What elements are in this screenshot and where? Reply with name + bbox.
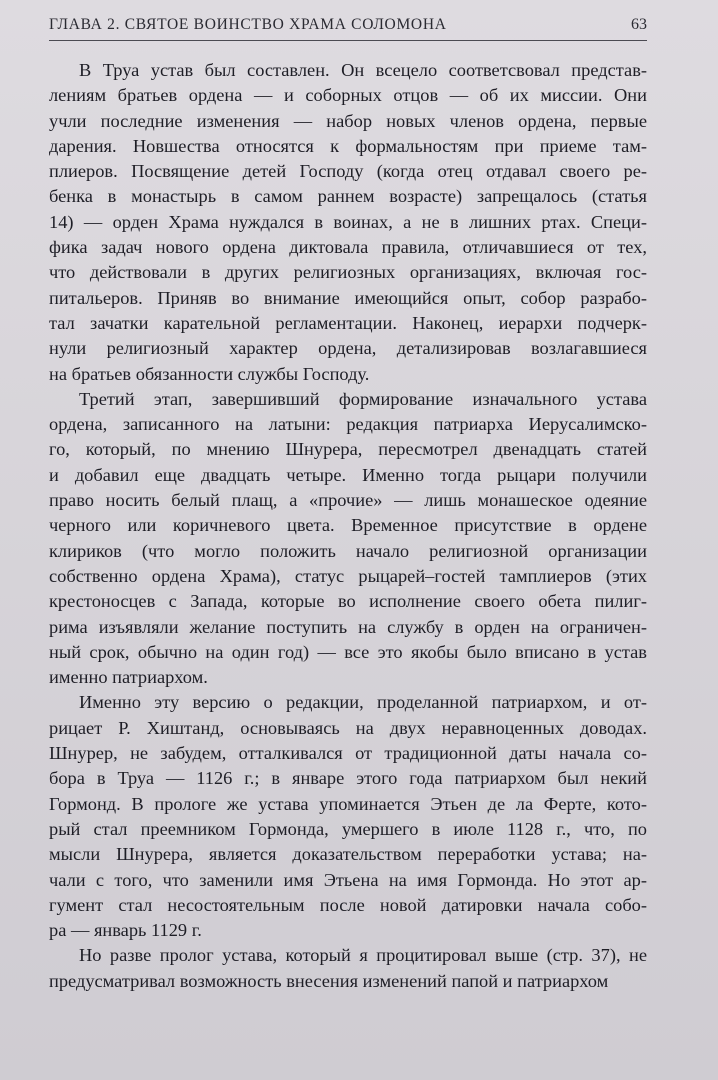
text-line: Гормонд. В прологе же устава упоминается Этьен де ла Ферте, кото- bbox=[49, 793, 647, 814]
text-line: Шнурер, не забудем, отталкивался от традиционной даты начала со- bbox=[49, 743, 647, 764]
body-text bbox=[49, 58, 647, 994]
text-line: предусматривал возможность внесения изменений папой и патриархом bbox=[49, 970, 609, 991]
running-header bbox=[49, 10, 647, 41]
text-line: черного или коричневого цвета. Временное присутствие в ордене bbox=[49, 515, 647, 536]
text-line: гумент стал несостоятельным после новой датировки начала собо- bbox=[49, 894, 647, 915]
text-line: дарения. Новшества относятся к формальностям при приеме там- bbox=[49, 135, 647, 156]
text-line: 14) — орден Храма нуждался в воинах, а не в лишних ртах. Специ- bbox=[49, 211, 647, 232]
text-line: рима изъявляли желание поступить на службу в орден на ограничен- bbox=[49, 616, 647, 637]
text-line: ра — январь 1129 г. bbox=[49, 920, 202, 941]
text-line: рицает Р. Хиштанд, основываясь на двух неравноценных доводах. bbox=[49, 717, 647, 738]
text-line: Именно эту версию о редакции, проделанной патриархом, и от- bbox=[79, 692, 647, 713]
text-line: Третий этап, завершивший формирование изначального устава bbox=[79, 388, 647, 409]
paragraph bbox=[49, 58, 647, 387]
text-line: на братьев обязанности службы Господу. bbox=[49, 363, 370, 384]
text-line: именно патриархом. bbox=[49, 667, 208, 688]
text-line: крестоносцев с Запада, которые во исполнение своего обета пилиг- bbox=[49, 591, 647, 612]
text-line: го, который, по мнению Шнурера, пересмотрел двенадцать статей bbox=[49, 439, 647, 460]
text-line: бенка в монастырь в самом раннем возрасте) запрещалось (статья bbox=[49, 186, 647, 207]
text-line: право носить белый плащ, а «прочие» — лишь монашеское одеяние bbox=[49, 490, 647, 511]
paragraph bbox=[49, 690, 647, 943]
text-line: ордена, записанного на латыни: редакция патриарха Иерусалимско- bbox=[49, 414, 647, 435]
text-line: учли последние изменения — набор новых членов ордена, первые bbox=[49, 110, 647, 131]
text-line: лениям братьев ордена — и соборных отцов — об их миссии. Они bbox=[49, 85, 647, 106]
text-line: собственно ордена Храма), статус рыцарей–гостей тамплиеров (этих bbox=[49, 565, 647, 586]
text-line: мысли Шнурера, является доказательством переработки устава; на- bbox=[49, 844, 647, 865]
text-line: бора в Труа — 1126 г.; в январе этого года патриархом был некий bbox=[49, 768, 647, 789]
paragraph bbox=[49, 943, 647, 994]
text-line: плиеров. Посвящение детей Господу (когда отец отдавал своего ре- bbox=[49, 161, 647, 182]
text-line: тал зачатки карательной регламентации. Наконец, иерархи подчерк- bbox=[49, 312, 647, 333]
page-number: 63 bbox=[631, 16, 647, 33]
text-line: чали с того, что заменили имя Этьена на имя Гормонда. Но этот ар- bbox=[49, 869, 647, 890]
paragraph bbox=[49, 387, 647, 691]
text-line: Но разве пролог устава, который я процитировал выше (стр. 37), не bbox=[79, 945, 647, 966]
text-line: клириков (что могло положить начало религиозной организации bbox=[49, 540, 647, 561]
text-line: что действовали в других религиозных организациях, включая гос- bbox=[49, 262, 647, 283]
chapter-title: ГЛАВА 2. СВЯТОЕ ВОИНСТВО ХРАМА СОЛОМОНА bbox=[49, 16, 447, 33]
text-line: рый стал преемником Гормонда, умершего в июле 1128 г., что, по bbox=[49, 818, 647, 839]
text-line: фика задач нового ордена диктовала правила, отличавшиеся от тех, bbox=[49, 237, 647, 258]
text-line: нули религиозный характер ордена, детализировав возлагавшиеся bbox=[49, 338, 647, 359]
text-line: и добавил еще двадцать четыре. Именно тогда рыцари получили bbox=[49, 464, 647, 485]
text-line: В Труа устав был составлен. Он всецело соответсвовал представ- bbox=[79, 60, 647, 80]
text-line: питальеров. Приняв во внимание имеющийся опыт, собор разрабо- bbox=[49, 287, 647, 308]
text-line: ный срок, обычно на один год) — все это якобы было вписано в устав bbox=[49, 641, 647, 662]
